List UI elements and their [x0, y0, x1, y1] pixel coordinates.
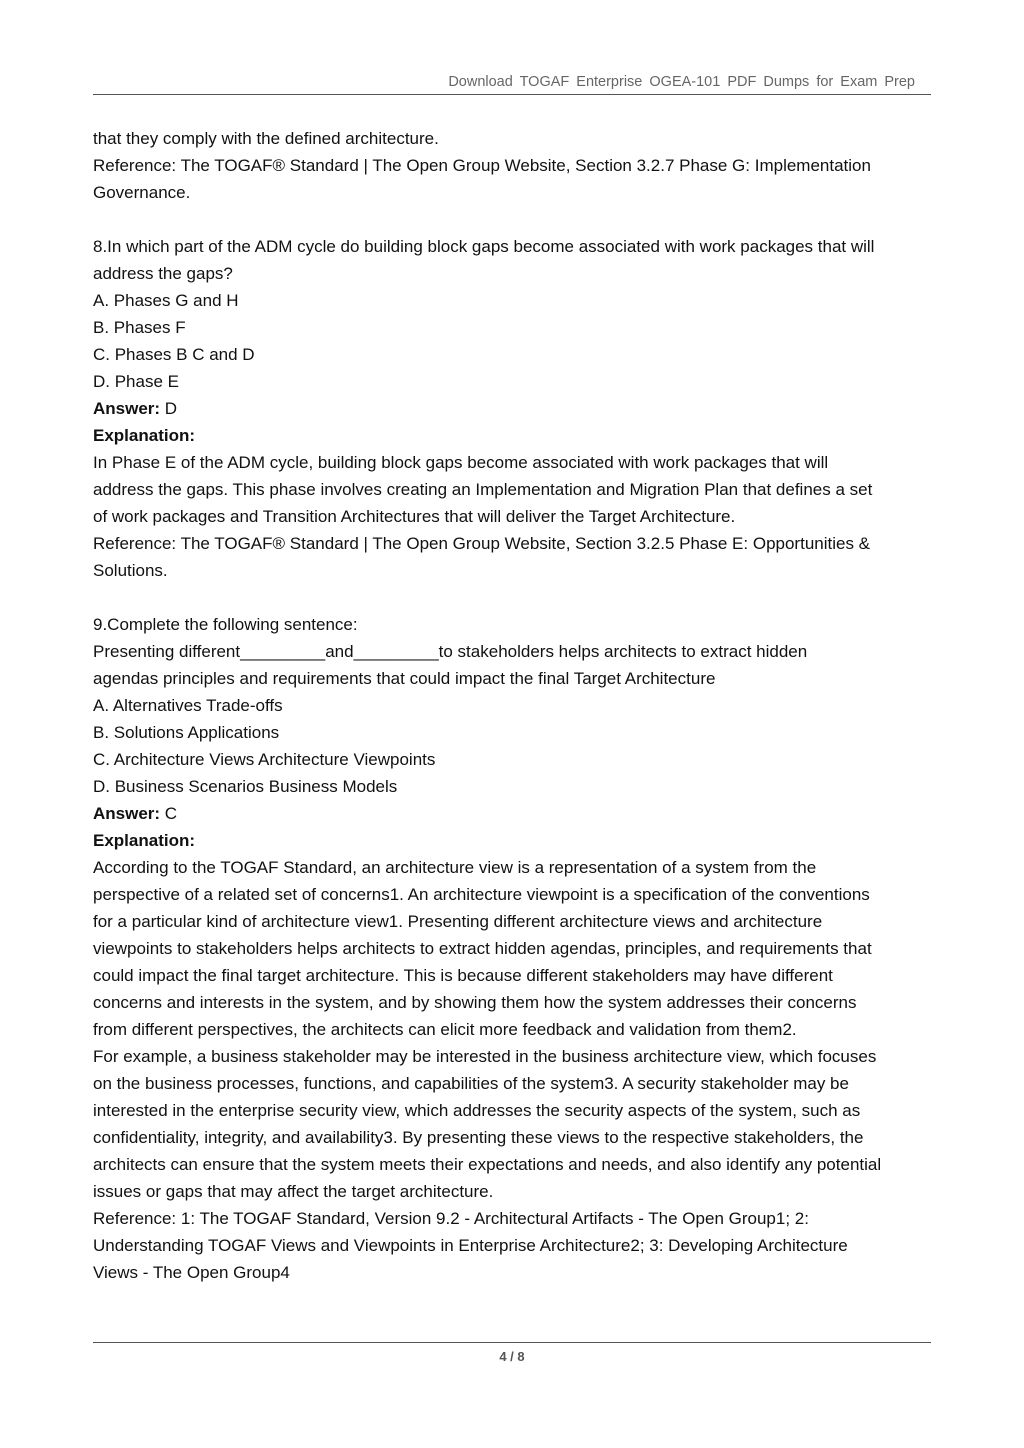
answer-value: D: [160, 399, 178, 418]
explanation-line: issues or gaps that may affect the target architecture.: [93, 1182, 494, 1201]
page-header: [93, 70, 931, 95]
explanation-line: According to the TOGAF Standard, an architecture view is a representation of a system from the: [93, 858, 817, 877]
explanation-label: Explanation:: [93, 831, 196, 850]
explanation-line: address the gaps. This phase involves creating an Implementation and Migration Plan that defines a set: [93, 480, 873, 499]
explanation-line: on the business processes, functions, and capabilities of the system3. A security stakeholder may be: [93, 1074, 849, 1093]
question-text: agendas principles and requirements that could impact the final Target Architecture: [93, 669, 716, 688]
explanation-line: interested in the enterprise security view, which addresses the security aspects of the system, such as: [93, 1101, 861, 1120]
option-b: B. Solutions Applications: [93, 723, 280, 742]
explanation-label: Explanation:: [93, 426, 196, 445]
explanation-line: For example, a business stakeholder may be interested in the business architecture view, which focuses: [93, 1047, 877, 1066]
question-text: 8.In which part of the ADM cycle do building block gaps become associated with work packages that will: [93, 237, 875, 256]
answer-label: Answer:: [93, 399, 161, 418]
explanation-line: Solutions.: [93, 561, 168, 580]
intro-section: [93, 125, 938, 206]
option-d: D. Business Scenarios Business Models: [93, 777, 398, 796]
question-text: address the gaps?: [93, 264, 233, 283]
header-title: Download TOGAF Enterprise OGEA-101 PDF Dumps for Exam Prep: [448, 74, 915, 90]
intro-line: Reference: The TOGAF® Standard | The Open Group Website, Section 3.2.7 Phase G: Implementation: [93, 156, 871, 175]
option-c: C. Phases B C and D: [93, 345, 255, 364]
intro-line: that they comply with the defined architecture.: [93, 129, 439, 148]
option-a: A. Alternatives Trade-offs: [93, 696, 283, 715]
explanation-line: for a particular kind of architecture view1. Presenting different architecture views and architecture: [93, 912, 823, 931]
answer-label: Answer:: [93, 804, 161, 823]
question-8: [93, 233, 938, 584]
explanation-line: Understanding TOGAF Views and Viewpoints in Enterprise Architecture2; 3: Developing Architecture: [93, 1236, 848, 1255]
answer-line: [93, 395, 938, 422]
explanation-line: concerns and interests in the system, and by showing them how the system addresses their concerns: [93, 993, 857, 1012]
question-text: 9.Complete the following sentence:: [93, 615, 358, 634]
option-b: B. Phases F: [93, 318, 186, 337]
explanation-line: from different perspectives, the architects can elicit more feedback and validation from them2.: [93, 1020, 797, 1039]
explanation-line: Reference: The TOGAF® Standard | The Open Group Website, Section 3.2.5 Phase E: Opportunities &: [93, 534, 871, 553]
answer-line: [93, 800, 938, 827]
page-content: [93, 125, 938, 1286]
page-footer: [93, 1342, 931, 1364]
option-a: A. Phases G and H: [93, 291, 239, 310]
question-9: [93, 611, 938, 1286]
explanation-line: perspective of a related set of concerns1. An architecture viewpoint is a specification of the conventions: [93, 885, 870, 904]
explanation-line: architects can ensure that the system meets their expectations and needs, and also identify any potential: [93, 1155, 882, 1174]
question-text: Presenting different_________and_________to stakeholders helps architects to extract hidden: [93, 642, 808, 661]
option-d: D. Phase E: [93, 372, 179, 391]
explanation-line: viewpoints to stakeholders helps architects to extract hidden agendas, principles, and requirements that: [93, 939, 872, 958]
explanation-line: In Phase E of the ADM cycle, building block gaps become associated with work packages that will: [93, 453, 829, 472]
page-number: 4 / 8: [499, 1349, 525, 1364]
explanation-line: could impact the final target architecture. This is because different stakeholders may have different: [93, 966, 833, 985]
intro-line: Governance.: [93, 183, 191, 202]
explanation-line: of work packages and Transition Architectures that will deliver the Target Architecture.: [93, 507, 736, 526]
answer-value: C: [160, 804, 178, 823]
option-c: C. Architecture Views Architecture Viewpoints: [93, 750, 436, 769]
explanation-line: Reference: 1: The TOGAF Standard, Version 9.2 - Architectural Artifacts - The Open Group1; 2:: [93, 1209, 809, 1228]
explanation-line: Views - The Open Group4: [93, 1263, 290, 1282]
explanation-line: confidentiality, integrity, and availability3. By presenting these views to the respective stakeholders, the: [93, 1128, 864, 1147]
